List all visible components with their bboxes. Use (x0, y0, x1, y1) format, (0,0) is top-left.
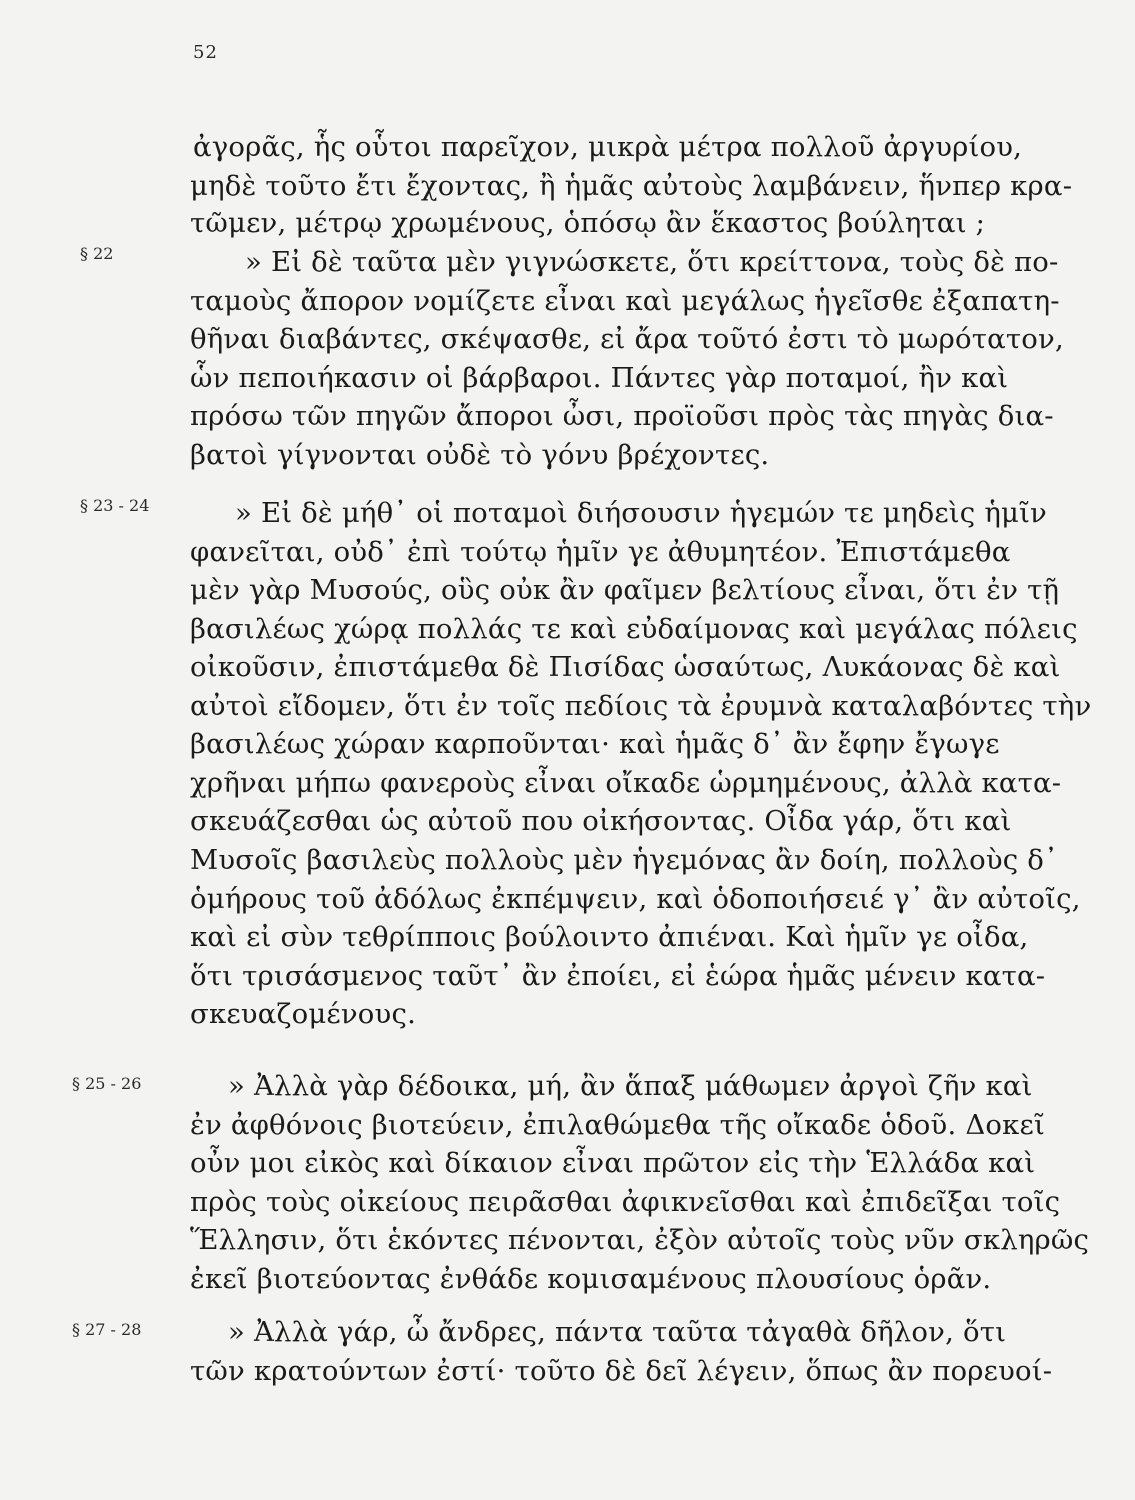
text-line: οἰκοῦσιν, ἐπιστάμεθα δὲ Πισίδας ὡσαύτως, Λυκάονας δὲ καὶ (190, 651, 1061, 683)
text-line: ὧν πεποιήκασιν οἱ βάρβαροι. Πάντες γὰρ ποταμοί, ἢν καὶ (190, 362, 1009, 394)
text-line: φανεῖται, οὐδ᾽ ἐπὶ τούτῳ ἡμῖν γε ἀθυμητέον. Ἐπιστάμεθα (190, 536, 1011, 568)
text-line: καὶ εἰ σὺν τεθρίπποις βούλοιντο ἀπιέναι. Καὶ ἡμῖν γε οἶδα, (190, 921, 1029, 953)
text-line: πρὸς τοὺς οἰκείους πειρᾶσθαι ἀφικνεῖσθαι καὶ ἐπιδεῖξαι τοῖς (190, 1186, 1061, 1218)
text-line: σκευάζεσθαι ὡς αὐτοῦ που οἰκήσοντας. Οἶδα γάρ, ὅτι καὶ (190, 805, 1012, 837)
text-line: » Εἰ δὲ μήθ᾽ οἱ ποταμοὶ διήσουσιν ἡγεμών τε μηδεὶς ἡμῖν (235, 497, 1047, 529)
section-label-25-26: § 25 - 26 (72, 1074, 142, 1093)
scan-speck (1111, 1436, 1117, 1442)
text-line: οὖν μοι εἰκὸς καὶ δίκαιον εἶναι πρῶτον εἰς τὴν Ἑλλάδα καὶ (190, 1147, 1036, 1179)
text-line: ἐκεῖ βιοτεύοντας ἐνθάδε κομισαμένους πλουσίους ὁρᾶν. (190, 1263, 992, 1295)
text-line: » Ἀλλὰ γὰρ δέδοικα, μή, ἂν ἅπαξ μάθωμεν ἀργοὶ ζῆν καὶ (228, 1070, 1033, 1102)
text-line: ἀγορᾶς, ἧς οὗτοι παρεῖχον, μικρὰ μέτρα πολλοῦ ἀργυρίου, (193, 131, 1023, 163)
text-line: αὐτοὶ εἴδομεν, ὅτι ἐν τοῖς πεδίοις τὰ ἐρυμνὰ καταλαβόντες τὴν (190, 690, 1092, 722)
page-number: 52 (193, 42, 218, 63)
text-line: τῶν κρατούντων ἐστί· τοῦτο δὲ δεῖ λέγειν, ὅπως ἂν πορευοί- (190, 1355, 1053, 1387)
text-line: » Ἀλλὰ γάρ, ὦ ἄνδρες, πάντα ταῦτα τἀγαθὰ δῆλον, ὅτι (228, 1316, 1007, 1348)
text-line: βασιλέως χώραν καρποῦνται· καὶ ἡμᾶς δ᾽ ἂν ἔφην ἔγωγε (190, 728, 1000, 760)
text-line: τῶμεν, μέτρῳ χρωμένους, ὁπόσῳ ἂν ἕκαστος βούληται ; (190, 207, 986, 239)
text-line: μὲν γὰρ Μυσούς, οὓς οὐκ ἂν φαῖμεν βελτίους εἶναι, ὅτι ἐν τῇ (190, 574, 1060, 606)
text-line: ὁμήρους τοῦ ἀδόλως ἐκπέμψειν, καὶ ὁδοποιήσειέ γ᾽ ἂν αὐτοῖς, (190, 883, 1081, 915)
text-line: Ἕλλησιν, ὅτι ἑκόντες πένονται, ἐξὸν αὐτοῖς τοὺς νῦν σκληρῶς (190, 1224, 1090, 1256)
text-line: μηδὲ τοῦτο ἔτι ἔχοντας, ἢ ἡμᾶς αὐτοὺς λαμβάνειν, ἥνπερ κρα- (190, 170, 1073, 202)
section-label-22: § 22 (80, 244, 114, 263)
text-line: » Εἰ δὲ ταῦτα μὲν γιγνώσκετε, ὅτι κρείττονα, τοὺς δὲ πο- (245, 246, 1059, 278)
text-line: βατοὶ γίγνονται οὐδὲ τὸ γόνυ βρέχοντες. (190, 439, 770, 471)
section-label-27-28: § 27 - 28 (72, 1320, 142, 1339)
section-label-23-24: § 23 - 24 (80, 496, 150, 515)
text-line: ὅτι τρισάσμενος ταῦτ᾽ ἂν ἐποίει, εἰ ἑώρα ἡμᾶς μένειν κατα- (190, 960, 1046, 992)
text-line: θῆναι διαβάντες, σκέψασθε, εἰ ἄρα τοῦτό ἐστι τὸ μωρότατον, (190, 323, 1064, 355)
text-line: ταμοὺς ἄπορον νομίζετε εἶναι καὶ μεγάλως ἡγεῖσθε ἐξαπατη- (190, 285, 1060, 317)
text-line: βασιλέως χώρᾳ πολλάς τε καὶ εὐδαίμονας καὶ μεγάλας πόλεις (190, 613, 1078, 645)
text-line: ἐν ἀφθόνοις βιοτεύειν, ἐπιλαθώμεθα τῆς οἴκαδε ὁδοῦ. Δοκεῖ (190, 1109, 1045, 1141)
text-line: Μυσοῖς βασιλεὺς πολλοὺς μὲν ἡγεμόνας ἂν δοίη, πολλοὺς δ᾽ (190, 844, 1058, 876)
text-line: χρῆναι μήπω φανεροὺς εἶναι οἴκαδε ὡρμημένους, ἀλλὰ κατα- (190, 767, 1062, 799)
text-line: σκευαζομένους. (190, 998, 417, 1030)
text-line: πρόσω τῶν πηγῶν ἄποροι ὦσι, προϊοῦσι πρὸς τὰς πηγὰς δια- (190, 400, 1054, 432)
